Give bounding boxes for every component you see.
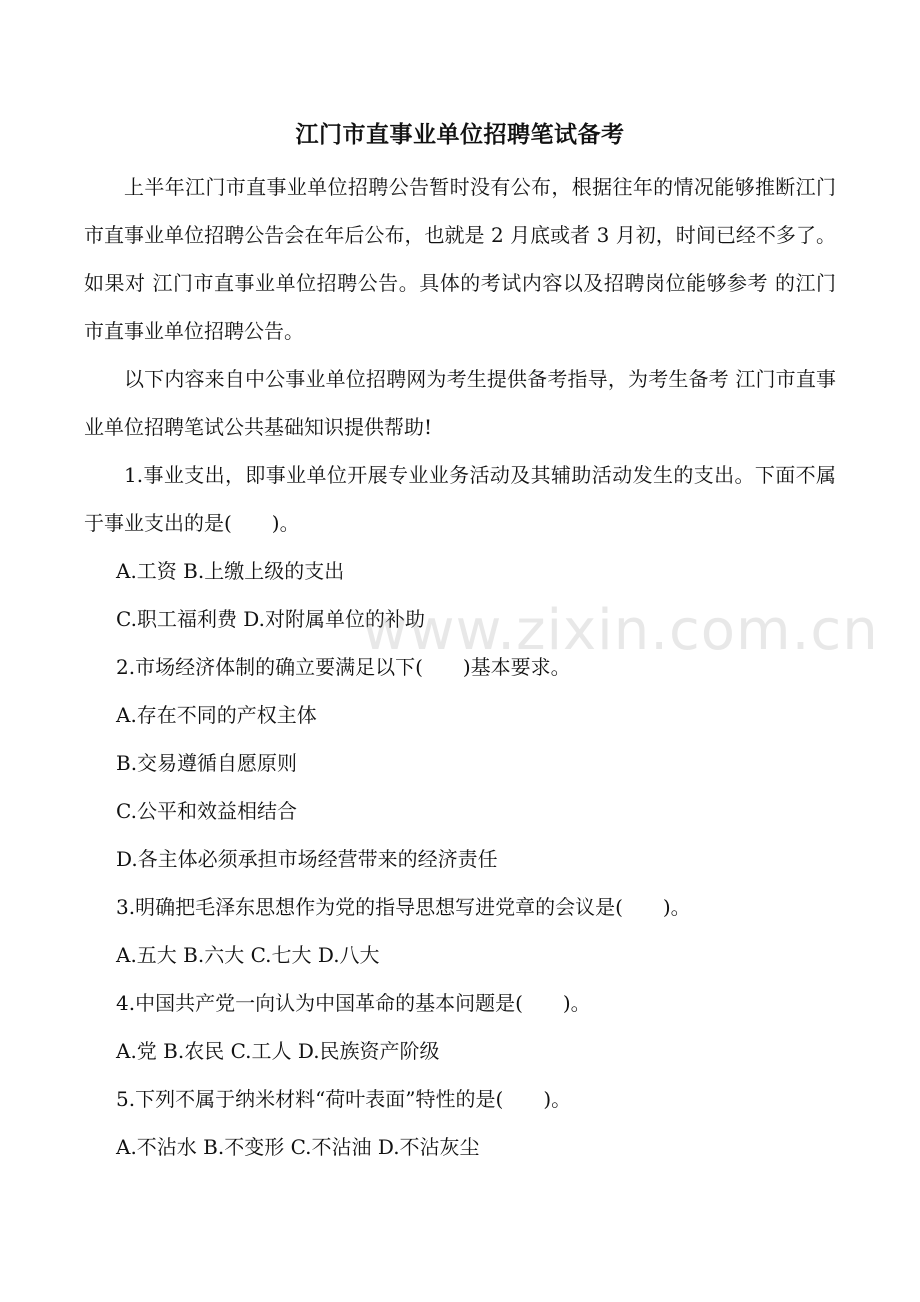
question-1-text: 1.事业支出，即事业单位开展专业业务活动及其辅助活动发生的支出。下面不属于事业支出的是( )。 (84, 463, 836, 535)
question-5-options: A.不沾水 B.不变形 C.不沾油 D.不沾灰尘 (116, 1135, 480, 1159)
question-3-text: 3.明确把毛泽东思想作为党的指导思想写进党章的会议是( )。 (116, 895, 691, 919)
question-2-option-a: A.存在不同的产权主体 (116, 703, 317, 727)
question-2-option-c: C.公平和效益相结合 (116, 799, 297, 823)
question-1-options-line-2: C.职工福利费 D.对附属单位的补助 (116, 607, 425, 631)
document-title: 江门市直事业单位招聘笔试备考 (295, 121, 625, 148)
question-4-options: A.党 B.农民 C.工人 D.民族资产阶级 (116, 1039, 440, 1063)
question-3-options: A.五大 B.六大 C.七大 D.八大 (116, 943, 380, 967)
source-paragraph: 以下内容来自中公事业单位招聘网为考生提供备考指导，为考生备考 江门市直事业单位招聘笔试公共基础知识提供帮助! (84, 367, 836, 439)
question-1-options-line-1: A.工资 B.上缴上级的支出 (116, 559, 345, 583)
question-4-text: 4.中国共产党一向认为中国革命的基本问题是( )。 (116, 991, 591, 1015)
intro-paragraph: 上半年江门市直事业单位招聘公告暂时没有公布，根据往年的情况能够推断江门市直事业单位招聘公告会在年后公布，也就是 2 月底或者 3 月初，时间已经不多了。如果对 江门市直事业单位招聘公告。具体的考试内容以及招聘岗位能够参考 的江门市直事业单位招聘公告。 (84, 175, 836, 343)
question-2-text: 2.市场经济体制的确立要满足以下( )基本要求。 (116, 655, 571, 679)
question-2-option-b: B.交易遵循自愿原则 (116, 751, 298, 775)
question-2-option-d: D.各主体必须承担市场经营带来的经济责任 (116, 847, 498, 871)
watermark-text: www.zixin.com.cn (362, 598, 879, 663)
question-5-text: 5.下列不属于纳米材料“荷叶表面”特性的是( )。 (116, 1087, 572, 1111)
